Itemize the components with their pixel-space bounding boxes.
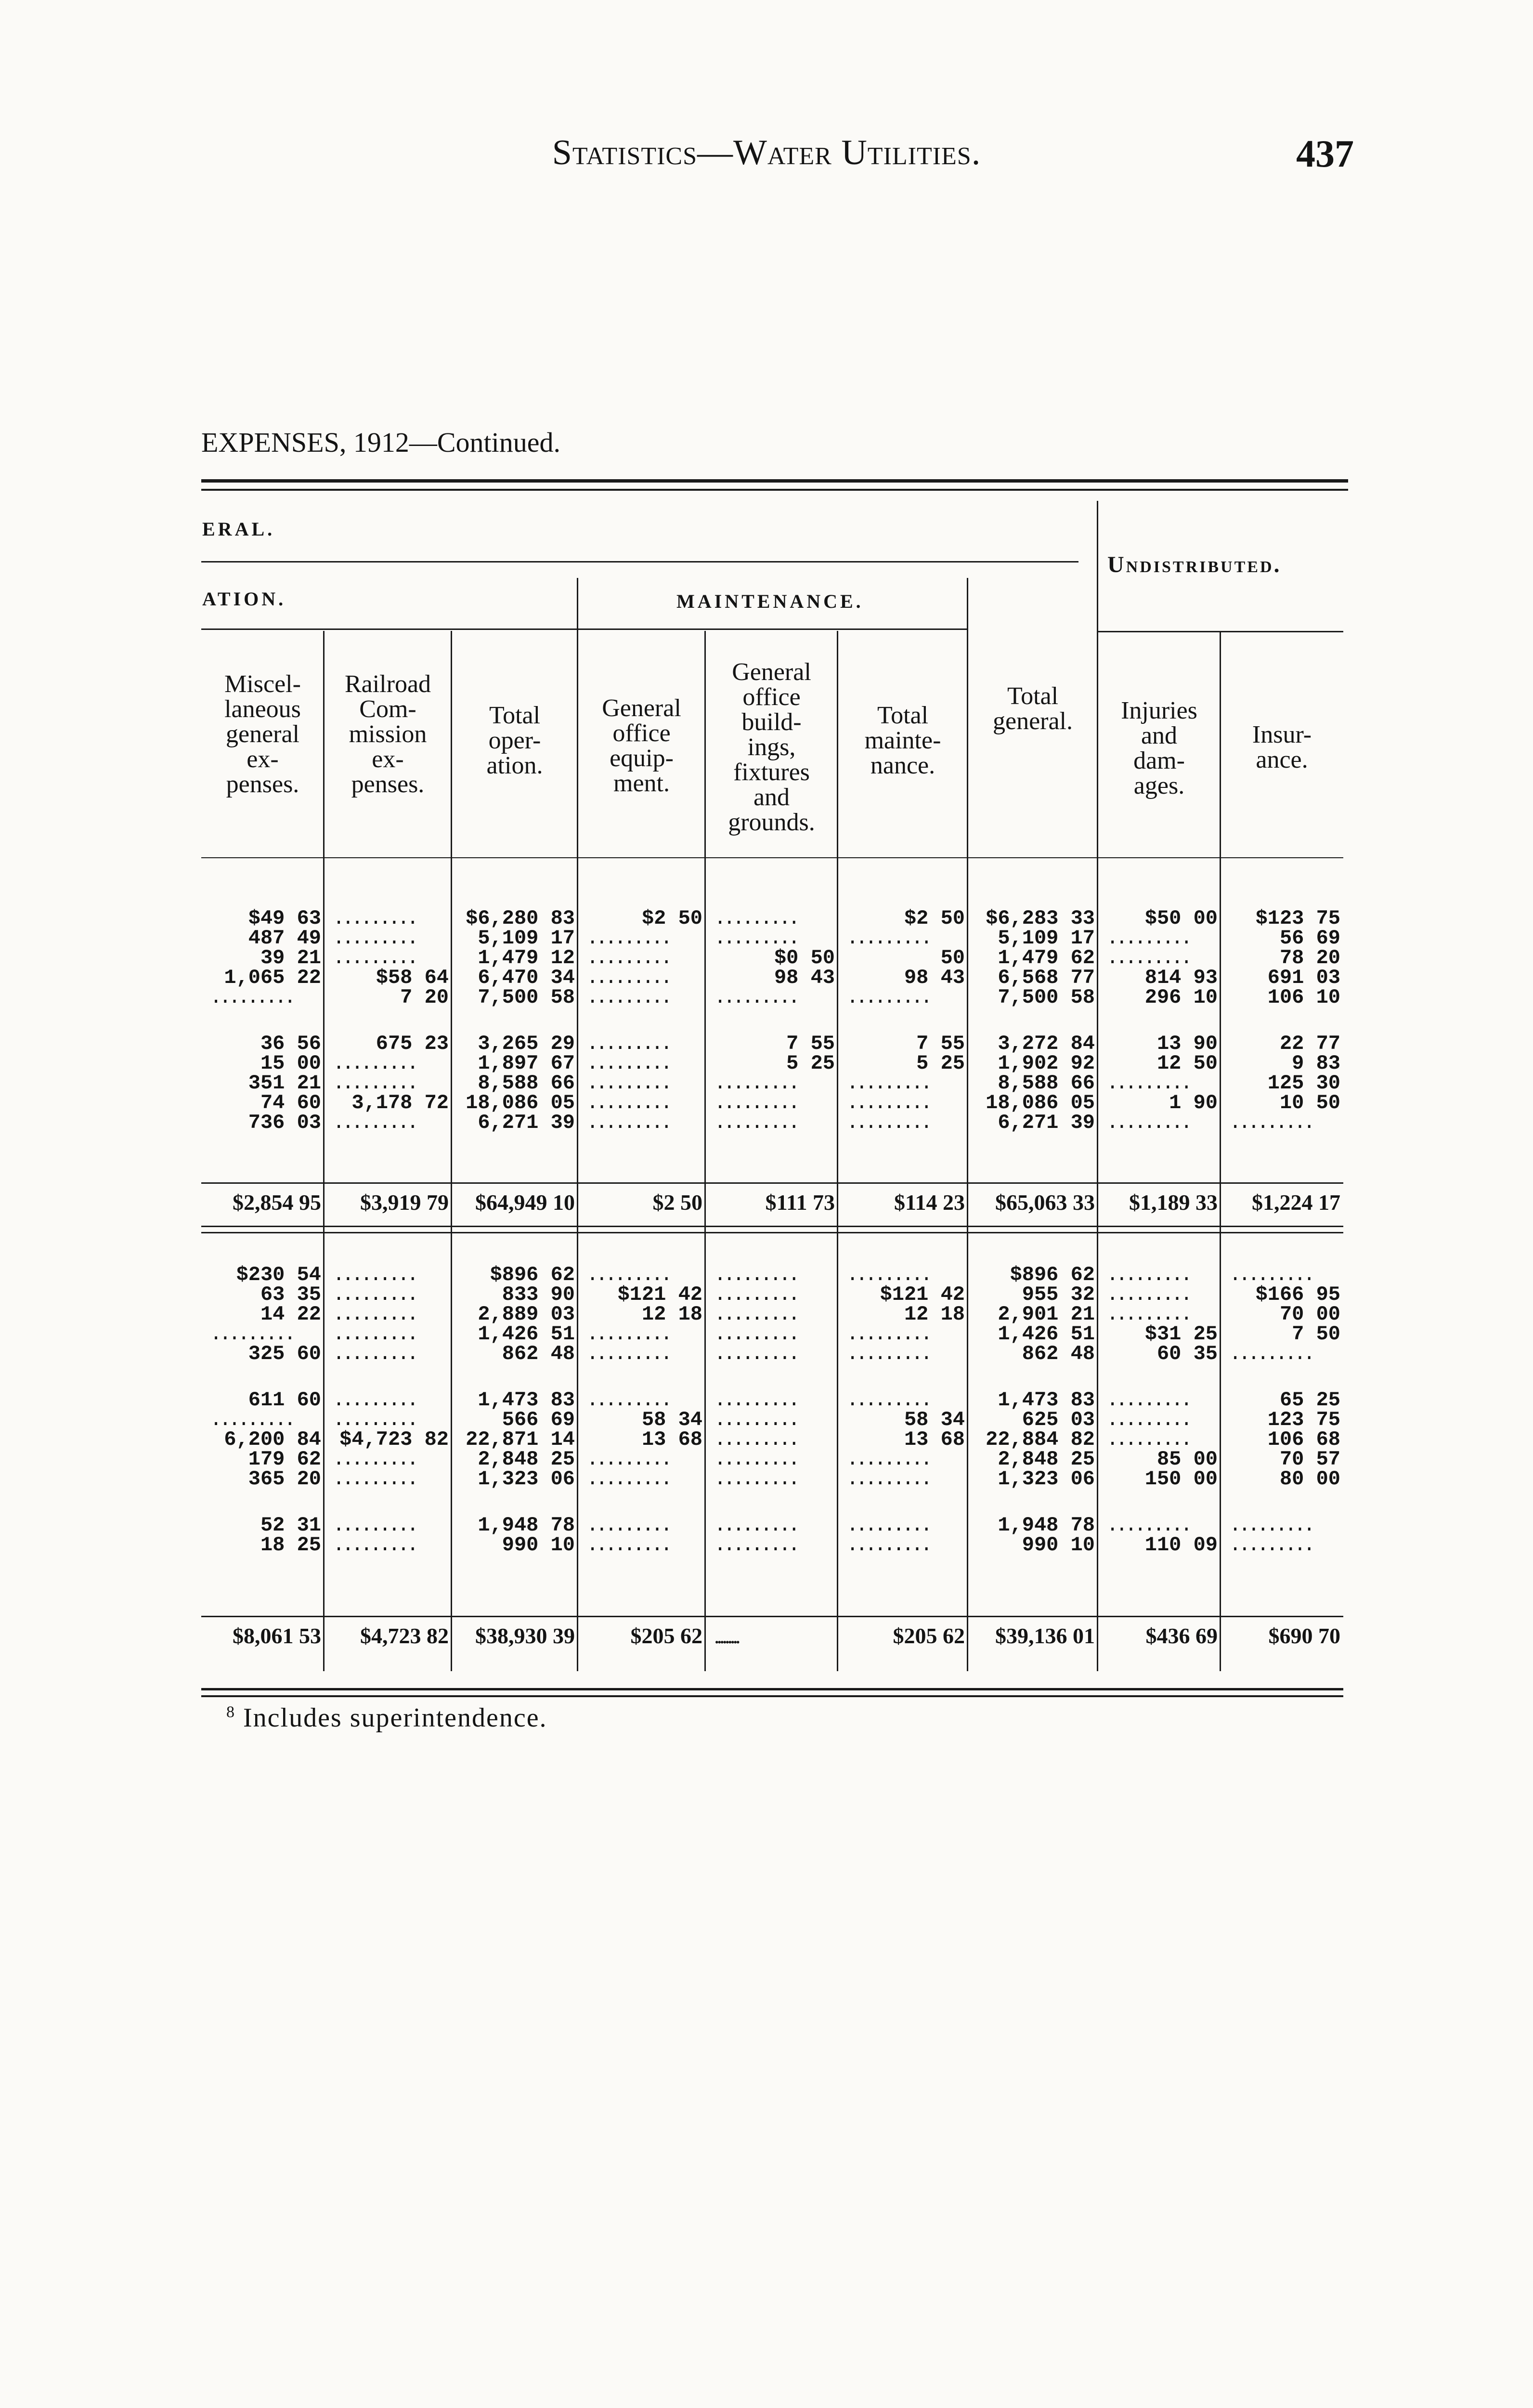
table-cell-insurance: 106 68 [1267, 1428, 1340, 1451]
table-cell-insurance: 78 20 [1279, 946, 1340, 969]
table-cell-total-maintenance: 98 43 [904, 966, 965, 989]
table-cell-misc-general: ......... [210, 986, 293, 1009]
maintenance-group-rule [578, 628, 968, 630]
table-cell-railroad-commission: ......... [333, 946, 416, 969]
table-cell-insurance: ......... [1229, 1111, 1312, 1134]
table-cell-total-operation: 8,588 66 [478, 1072, 575, 1095]
operation-group-rule [201, 628, 578, 630]
footnote-marker: 8 [226, 1703, 235, 1721]
table-cell-total-operation: 22,871 14 [466, 1428, 575, 1451]
table-cell-injuries-damages: ......... [1106, 1408, 1190, 1431]
table-cell-misc-general: ......... [210, 1322, 293, 1346]
table-cell-office-buildings: ......... [714, 927, 797, 950]
table-cell-office-buildings: ......... [714, 1467, 797, 1491]
table-cell-office-equipment: ......... [586, 1072, 670, 1095]
table-cell-total-general: 625 03 [1022, 1408, 1095, 1431]
table-cell-railroad-commission: ......... [333, 1342, 416, 1365]
table-cell-total-general: 955 32 [1022, 1283, 1095, 1306]
table-cell-total-maintenance: ......... [846, 1072, 930, 1095]
table-cell-misc-general: 325 60 [248, 1342, 321, 1365]
table-cell-total-operation: $896 62 [490, 1263, 575, 1286]
column-head-rule [201, 857, 1343, 858]
table-cell-office-buildings: ......... [714, 1388, 797, 1412]
table-cell-total-general: 862 48 [1022, 1342, 1095, 1365]
table-cell-railroad-commission: ......... [333, 1263, 416, 1286]
total-cell-office-equipment: $205 62 [630, 1623, 702, 1648]
table-cell-office-equipment: ......... [586, 986, 670, 1009]
table-cell-railroad-commission: ......... [333, 1467, 416, 1491]
table-cell-misc-general: 365 20 [248, 1467, 321, 1491]
table-cell-office-equipment: ......... [586, 927, 670, 950]
table-cell-misc-general: 15 00 [260, 1052, 321, 1075]
table-cell-misc-general: 351 21 [248, 1072, 321, 1095]
table-cell-railroad-commission: ......... [333, 1303, 416, 1326]
total-cell-insurance: $690 70 [1268, 1623, 1340, 1648]
table-cell-total-general: 6,568 77 [998, 966, 1095, 989]
col-head-insurance: Insur- ance. [1252, 721, 1312, 773]
total-cell-total-operation: $64,949 10 [475, 1190, 575, 1215]
table-cell-total-general: $896 62 [1010, 1263, 1095, 1286]
table-cell-total-maintenance: ......... [846, 1388, 930, 1412]
group-general-fragment: ERAL. [202, 518, 275, 540]
table-cell-injuries-damages: ......... [1106, 1283, 1190, 1306]
table-cell-misc-general: 611 60 [248, 1388, 321, 1412]
bottom-double-rule-lower [201, 1695, 1343, 1697]
running-title: Statistics—Water Utilities. [552, 133, 981, 172]
table-cell-total-operation: 3,265 29 [478, 1032, 575, 1055]
table-cell-misc-general: 736 03 [248, 1111, 321, 1134]
table-cell-insurance: $166 95 [1255, 1283, 1340, 1306]
table-cell-office-buildings: ......... [714, 1533, 797, 1557]
table-cell-total-maintenance: ......... [846, 1111, 930, 1134]
total-cell-office-equipment: $2 50 [652, 1190, 702, 1215]
table-cell-total-general: 1,473 83 [998, 1388, 1095, 1412]
total-cell-total-general: $65,063 33 [995, 1190, 1095, 1215]
table-cell-office-equipment: ......... [586, 1388, 670, 1412]
group-operation-fragment: ATION. [202, 588, 286, 610]
table-cell-office-equipment: ......... [586, 1533, 670, 1557]
total-a-rule-above [201, 1182, 1343, 1184]
col-head-total-operation: Total oper- ation. [486, 702, 543, 779]
table-cell-total-operation: 18,086 05 [466, 1091, 575, 1114]
table-cell-insurance: 65 25 [1279, 1388, 1340, 1412]
table-cell-injuries-damages: 13 90 [1156, 1032, 1218, 1055]
total-cell-office-buildings: $111 73 [765, 1190, 835, 1215]
table-cell-insurance: 7 50 [1292, 1322, 1340, 1346]
table-cell-insurance: 691 03 [1267, 966, 1340, 989]
table-cell-railroad-commission: ......... [333, 1448, 416, 1471]
table-cell-total-maintenance: ......... [846, 1263, 930, 1286]
table-cell-office-buildings: ......... [714, 1408, 797, 1431]
table-cell-railroad-commission: $4,723 82 [339, 1428, 449, 1451]
table-cell-total-maintenance: ......... [846, 1091, 930, 1114]
table-cell-total-maintenance: ......... [846, 1322, 930, 1346]
table-cell-injuries-damages: ......... [1106, 1263, 1190, 1286]
footnote [226, 1702, 547, 1733]
page-number: 437 [1296, 133, 1354, 175]
table-cell-total-general: 2,901 21 [998, 1303, 1095, 1326]
general-group-rule [201, 561, 1078, 563]
table-cell-total-operation: 7,500 58 [478, 986, 575, 1009]
table-cell-office-buildings: 5 25 [786, 1052, 835, 1075]
table-cell-total-operation: 1,479 12 [478, 946, 575, 969]
table-cell-office-equipment: ......... [586, 1448, 670, 1471]
table-cell-office-buildings: ......... [714, 1263, 797, 1286]
col-head-general-office-equipment: General office equip- ment. [602, 694, 681, 797]
table-cell-total-general: 6,271 39 [998, 1111, 1095, 1134]
table-cell-office-buildings: 7 55 [786, 1032, 835, 1055]
table-cell-railroad-commission: 675 23 [376, 1032, 449, 1055]
table-cell-total-general: 1,948 78 [998, 1514, 1095, 1537]
table-cell-total-operation: 6,470 34 [478, 966, 575, 989]
table-cell-insurance: 125 30 [1267, 1072, 1340, 1095]
table-cell-total-maintenance: $121 42 [880, 1283, 965, 1306]
table-cell-injuries-damages: $31 25 [1144, 1322, 1218, 1346]
table-cell-office-equipment: ......... [586, 1342, 670, 1365]
table-cell-office-buildings: ......... [714, 1448, 797, 1471]
table-cell-total-operation: 862 48 [502, 1342, 575, 1365]
table-cell-total-operation: 1,426 51 [478, 1322, 575, 1346]
table-cell-office-equipment: $121 42 [617, 1283, 702, 1306]
table-cell-insurance: $123 75 [1255, 907, 1340, 930]
table-cell-total-maintenance: ......... [846, 1467, 930, 1491]
table-cell-injuries-damages: 814 93 [1144, 966, 1218, 989]
table-cell-total-general: 1,479 62 [998, 946, 1095, 969]
table-cell-total-maintenance: ......... [846, 1514, 930, 1537]
table-cell-total-maintenance: ......... [846, 986, 930, 1009]
table-cell-office-equipment: ......... [586, 1111, 670, 1134]
table-cell-total-general: 1,323 06 [998, 1467, 1095, 1491]
table-cell-total-general: 18,086 05 [986, 1091, 1095, 1114]
table-cell-total-maintenance: $2 50 [904, 907, 965, 930]
total-cell-injuries-damages: $1,189 33 [1129, 1190, 1218, 1215]
table-cell-insurance: ......... [1229, 1514, 1312, 1537]
running-head [0, 132, 1533, 181]
table-cell-total-general: 2,848 25 [998, 1448, 1095, 1471]
table-cell-injuries-damages: 150 00 [1144, 1467, 1218, 1491]
table-cell-misc-general: $230 54 [236, 1263, 321, 1286]
table-cell-injuries-damages: 85 00 [1156, 1448, 1218, 1471]
table-cell-office-buildings: $0 50 [774, 946, 835, 969]
table-cell-injuries-damages: ......... [1106, 927, 1190, 950]
table-cell-total-operation: 1,897 67 [478, 1052, 575, 1075]
col-head-misc-general: Miscel- laneous general ex- penses. [224, 670, 301, 798]
table-cell-injuries-damages: 60 35 [1156, 1342, 1218, 1365]
table-cell-total-general: 1,426 51 [998, 1322, 1095, 1346]
table-cell-misc-general: ......... [210, 1408, 293, 1431]
table-cell-insurance: 70 57 [1279, 1448, 1340, 1471]
total-a-rule-below-2 [201, 1232, 1343, 1233]
table-cell-insurance: 9 83 [1292, 1052, 1340, 1075]
group-maintenance: MAINTENANCE. [676, 590, 864, 612]
table-cell-railroad-commission: ......... [333, 1322, 416, 1346]
table-cell-office-equipment: 12 18 [641, 1303, 702, 1326]
table-cell-total-maintenance: 5 25 [916, 1052, 965, 1075]
total-cell-railroad-commission: $3,919 79 [360, 1190, 449, 1215]
table-cell-injuries-damages: ......... [1106, 1111, 1190, 1134]
table-cell-railroad-commission: ......... [333, 927, 416, 950]
table-cell-total-maintenance: 7 55 [916, 1032, 965, 1055]
table-cell-injuries-damages: ......... [1106, 1428, 1190, 1451]
table-cell-office-equipment: 58 34 [641, 1408, 702, 1431]
col-head-railroad-commission: Railroad Com- mission ex- penses. [344, 670, 431, 798]
table-cell-office-equipment: ......... [586, 1052, 670, 1075]
table-cell-injuries-damages: ......... [1106, 1072, 1190, 1095]
group-undistributed: Undistributed. [1107, 552, 1282, 577]
table-cell-injuries-damages: $50 00 [1144, 907, 1218, 930]
total-cell-misc-general: $8,061 53 [233, 1623, 321, 1648]
total-cell-total-operation: $38,930 39 [475, 1623, 575, 1648]
table-cell-office-equipment: ......... [586, 966, 670, 989]
table-cell-misc-general: 63 35 [260, 1283, 321, 1306]
table-cell-total-operation: 1,473 83 [478, 1388, 575, 1412]
table-cell-total-maintenance: 13 68 [904, 1428, 965, 1451]
table-cell-office-equipment: ......... [586, 1467, 670, 1491]
table-cell-office-buildings: 98 43 [774, 966, 835, 989]
table-cell-total-general: 7,500 58 [998, 986, 1095, 1009]
total-cell-insurance: $1,224 17 [1252, 1190, 1340, 1215]
table-cell-total-maintenance: ......... [846, 1533, 930, 1557]
table-cell-injuries-damages: 1 90 [1169, 1091, 1218, 1114]
table-cell-total-operation: 1,948 78 [478, 1514, 575, 1537]
table-cell-railroad-commission: ......... [333, 1408, 416, 1431]
table-cell-total-maintenance: ......... [846, 1448, 930, 1471]
footnote-text: Includes superintendence. [243, 1703, 547, 1733]
table-cell-insurance: ......... [1229, 1342, 1312, 1365]
table-cell-total-general: 5,109 17 [998, 927, 1095, 950]
table-cell-total-operation: 833 90 [502, 1283, 575, 1306]
table-cell-office-buildings: ......... [714, 1091, 797, 1114]
table-cell-misc-general: 487 49 [248, 927, 321, 950]
table-cell-total-operation: 990 10 [502, 1533, 575, 1557]
table-cell-injuries-damages: ......... [1106, 946, 1190, 969]
total-cell-total-general: $39,136 01 [995, 1623, 1095, 1648]
table-cell-total-general: 1,902 92 [998, 1052, 1095, 1075]
table-cell-misc-general: 36 56 [260, 1032, 321, 1055]
table-cell-office-buildings: ......... [714, 907, 797, 930]
table-cell-total-operation: $6,280 83 [466, 907, 575, 930]
table-cell-misc-general: 1,065 22 [224, 966, 321, 989]
table-cell-misc-general: 39 21 [260, 946, 321, 969]
table-cell-railroad-commission: ......... [333, 1533, 416, 1557]
table-cell-total-general: 22,884 82 [986, 1428, 1095, 1451]
table-cell-total-general: 990 10 [1022, 1533, 1095, 1557]
table-cell-total-operation: 1,323 06 [478, 1467, 575, 1491]
table-cell-office-equipment: ......... [586, 1514, 670, 1537]
table-cell-office-buildings: ......... [714, 1072, 797, 1095]
table-cell-misc-general: 6,200 84 [224, 1428, 321, 1451]
table-cell-misc-general: 52 31 [260, 1514, 321, 1537]
total-cell-total-maintenance: $114 23 [894, 1190, 965, 1215]
table-cell-total-general: 8,588 66 [998, 1072, 1095, 1095]
total-cell-railroad-commission: $4,723 82 [360, 1623, 449, 1648]
table-cell-insurance: ......... [1229, 1263, 1312, 1286]
table-cell-railroad-commission: ......... [333, 1052, 416, 1075]
table-cell-insurance: 80 00 [1279, 1467, 1340, 1491]
total-cell-misc-general: $2,854 95 [233, 1190, 321, 1215]
top-double-rule-upper [201, 479, 1348, 483]
table-cell-misc-general: 74 60 [260, 1091, 321, 1114]
table-cell-injuries-damages: 12 50 [1156, 1052, 1218, 1075]
table-cell-insurance: 70 00 [1279, 1303, 1340, 1326]
table-cell-railroad-commission: 3,178 72 [351, 1091, 449, 1114]
table-cell-office-equipment: ......... [586, 1032, 670, 1055]
table-cell-misc-general: 179 62 [248, 1448, 321, 1471]
total-cell-total-maintenance: $205 62 [893, 1623, 965, 1648]
table-cell-total-operation: 6,271 39 [478, 1111, 575, 1134]
table-cell-injuries-damages: 110 09 [1144, 1533, 1218, 1557]
table-cell-total-general: $6,283 33 [986, 907, 1095, 930]
table-cell-railroad-commission: ......... [333, 1072, 416, 1095]
table-cell-insurance: 123 75 [1267, 1408, 1340, 1431]
table-cell-office-buildings: ......... [714, 1111, 797, 1134]
col-head-general-office-buildings: General office build- ings, fixtures and grounds. [728, 658, 815, 836]
table-cell-office-equipment: ......... [586, 1322, 670, 1346]
table-cell-railroad-commission: ......... [333, 1111, 416, 1134]
table-cell-total-maintenance: 12 18 [904, 1303, 965, 1326]
table-cell-office-buildings: ......... [714, 1322, 797, 1346]
table-cell-misc-general: $49 63 [248, 907, 321, 930]
table-cell-injuries-damages: ......... [1106, 1388, 1190, 1412]
table-cell-misc-general: 14 22 [260, 1303, 321, 1326]
table-cell-insurance: 56 69 [1279, 927, 1340, 950]
table-cell-total-operation: 5,109 17 [478, 927, 575, 950]
table-cell-office-equipment: 13 68 [641, 1428, 702, 1451]
table-cell-office-equipment: $2 50 [641, 907, 702, 930]
table-cell-office-equipment: ......... [586, 1263, 670, 1286]
table-cell-misc-general: 18 25 [260, 1533, 321, 1557]
table-cell-insurance: 22 77 [1279, 1032, 1340, 1055]
total-cell-injuries-damages: $436 69 [1145, 1623, 1218, 1648]
table-cell-insurance: 10 50 [1279, 1091, 1340, 1114]
table-cell-injuries-damages: ......... [1106, 1514, 1190, 1537]
table-cell-office-equipment: ......... [586, 1091, 670, 1114]
col-head-total-maintenance: Total mainte- nance. [864, 702, 941, 779]
table-cell-total-operation: 2,889 03 [478, 1303, 575, 1326]
table-cell-office-buildings: ......... [714, 1342, 797, 1365]
table-cell-railroad-commission: ......... [333, 1283, 416, 1306]
table-cell-total-maintenance: ......... [846, 1342, 930, 1365]
table-cell-insurance: 106 10 [1267, 986, 1340, 1009]
table-cell-injuries-damages: 296 10 [1144, 986, 1218, 1009]
table-cell-total-general: 3,272 84 [998, 1032, 1095, 1055]
table-cell-injuries-damages: ......... [1106, 1303, 1190, 1326]
table-caption: EXPENSES, 1912—Continued. [201, 427, 560, 458]
table-cell-insurance: ......... [1229, 1533, 1312, 1557]
top-double-rule-lower [201, 489, 1348, 491]
col-head-total-general: Total general. [992, 682, 1073, 735]
bottom-double-rule-upper [201, 1688, 1343, 1690]
table-cell-office-equipment: ......... [586, 946, 670, 969]
col-head-injuries-damages: Injuries and dam- ages. [1121, 697, 1197, 799]
table-cell-total-operation: 566 69 [502, 1408, 575, 1431]
table-cell-office-buildings: ......... [714, 1283, 797, 1306]
table-cell-railroad-commission: 7 20 [400, 986, 449, 1009]
total-a-rule-below-1 [201, 1226, 1343, 1227]
table-cell-office-buildings: ......... [714, 1303, 797, 1326]
table-cell-railroad-commission: ......... [333, 907, 416, 930]
table-cell-railroad-commission: ......... [333, 1514, 416, 1537]
table-cell-railroad-commission: ......... [333, 1388, 416, 1412]
table-cell-office-buildings: ......... [714, 1428, 797, 1451]
total-b-rule-above [201, 1616, 1343, 1617]
total-cell-office-buildings: ......... [714, 1623, 738, 1648]
table-cell-railroad-commission: $58 64 [376, 966, 449, 989]
table-cell-total-maintenance: 58 34 [904, 1408, 965, 1431]
table-cell-total-maintenance: 50 [940, 946, 965, 969]
table-cell-total-operation: 2,848 25 [478, 1448, 575, 1471]
table-cell-total-maintenance: ......... [846, 927, 930, 950]
table-cell-office-buildings: ......... [714, 1514, 797, 1537]
table-cell-office-buildings: ......... [714, 986, 797, 1009]
